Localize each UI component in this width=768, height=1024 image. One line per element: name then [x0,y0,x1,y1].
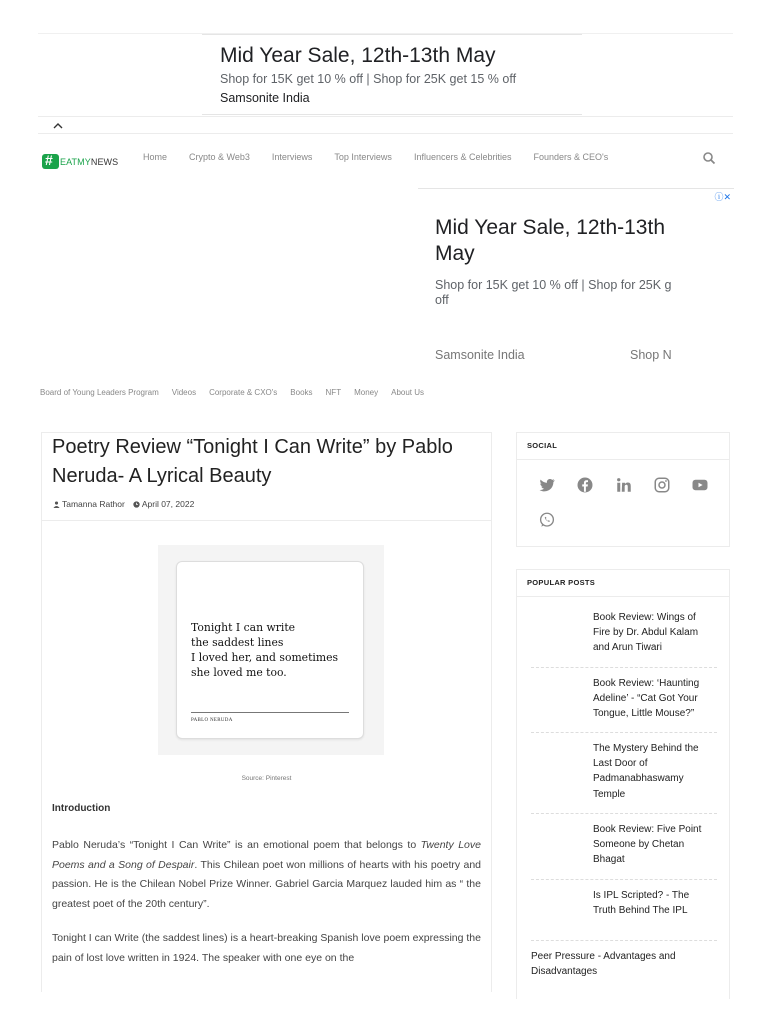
poem-author: PABLO NERUDA [191,718,233,723]
top-banner-ad[interactable] [202,34,582,115]
side-ad-brand[interactable]: Samsonite India [435,348,525,362]
popular-post-link[interactable]: Is IPL Scripted? - The Truth Behind The IPL [593,890,690,917]
popular-title: POPULAR POSTS [527,578,596,587]
nav-item-interviews[interactable]: Interviews [271,152,313,162]
ad-subtitle: Shop for 15K get 10 % off | Shop for 25K get 15 % off [220,72,517,86]
site-logo[interactable] [42,154,118,169]
popular-post-link[interactable]: Book Review: Five Point Someone by Chetan Bhagat [593,824,702,866]
logo-icon [42,154,59,169]
article-paragraph: Pablo Neruda’s “Tonight I Can Write” is an emotional poem that belongs to Twenty Love Poems and a Song of Despair. This Chilean poet won millions of hearts with his poetry and passion. He is the Chilean Nobel Prize Winner. Gabriel Garcia Marquez lauded him as “ the greatest poet of the 20th century”. [52,839,481,910]
popular-post-link[interactable]: Book Review: ‘Haunting Adeline’ - “Cat Got Your Tongue, Little Mouse?” [593,678,700,720]
side-ad-cta[interactable]: Shop N [630,348,672,362]
ad-choices-icon[interactable]: ⓘ✕ [714,192,731,202]
ad-title[interactable]: Mid Year Sale, 12th-13th May [220,44,496,67]
popular-post-link[interactable]: Book Review: Wings of Fire by Dr. Abdul Kalam and Arun Tiwari [593,612,699,654]
article [41,432,492,992]
youtube-icon[interactable] [691,476,709,494]
article-author[interactable]: Tamanna Rathor [62,499,125,509]
article-meta [53,499,194,509]
instagram-icon[interactable] [653,476,671,494]
widget-divider [517,596,729,597]
nav-item-influencers[interactable]: Influencers & Celebrities [413,152,512,162]
post-divider [531,879,717,880]
popular-post-link[interactable]: Peer Pressure - Advantages and Disadvantages [531,951,676,977]
popular-posts-widget [516,569,730,999]
chevron-up-icon[interactable] [51,119,65,133]
twitter-icon[interactable] [538,476,556,494]
nav-item-top-interviews[interactable]: Top Interviews [334,152,392,162]
side-ad-subtitle: Shop for 15K get 10 % off | Shop for 25K g off [435,278,672,307]
post-divider [531,813,717,814]
image-caption: Source: Pinterest [241,775,292,782]
subnav-item-books[interactable]: Books [290,388,313,397]
subnav-item-corporate[interactable]: Corporate & CXO's [209,388,278,397]
nav-item-crypto[interactable]: Crypto & Web3 [189,152,250,162]
widget-divider [517,459,729,460]
linkedin-icon[interactable] [615,476,633,494]
post-divider [531,940,717,941]
social-widget [516,432,730,547]
subnav-item-videos[interactable]: Videos [171,388,197,397]
search-icon[interactable] [702,151,716,165]
secondary-nav [40,388,437,397]
user-icon [53,501,60,508]
article-date: April 07, 2022 [141,499,195,509]
main-nav [143,152,630,162]
logo-text: EATMYNEWS [60,156,119,167]
subnav-item-about[interactable]: About Us [391,388,425,397]
side-ad[interactable] [418,188,734,373]
post-divider [531,732,717,733]
article-header [42,433,491,521]
subnav-item-money[interactable]: Money [354,388,379,397]
ad-collapse-bar [38,116,733,134]
subnav-item-board[interactable]: Board of Young Leaders Program [40,388,159,397]
popular-post-link[interactable]: The Mystery Behind the Last Door of Padmanabhaswamy Temple [593,743,699,800]
poem-divider [191,712,349,713]
nav-item-founders[interactable]: Founders & CEO's [533,152,609,162]
subnav-item-nft[interactable]: NFT [325,388,342,397]
ad-brand[interactable]: Samsonite India [220,91,310,105]
clock-icon [133,501,140,508]
social-title: SOCIAL [527,441,558,450]
side-ad-title[interactable]: Mid Year Sale, 12th-13th May [435,216,665,265]
article-paragraph: Tonight I can Write (the saddest lines) is a heart-breaking Spanish love poem expressing the pain of lost love written in 1924. The speaker with one eye on the [52,932,481,964]
poem-image [176,561,364,739]
nav-item-home[interactable]: Home [143,152,168,162]
article-title: Poetry Review “Tonight I Can Write” by Pablo Neruda- A Lyrical Beauty [52,436,453,487]
intro-heading: Introduction [52,803,111,814]
facebook-icon[interactable] [576,476,594,494]
post-divider [531,667,717,668]
poem-text: Tonight I can write the saddest lines I loved her, and sometimes she loved me too. [191,621,339,679]
whatsapp-icon[interactable] [538,511,556,529]
